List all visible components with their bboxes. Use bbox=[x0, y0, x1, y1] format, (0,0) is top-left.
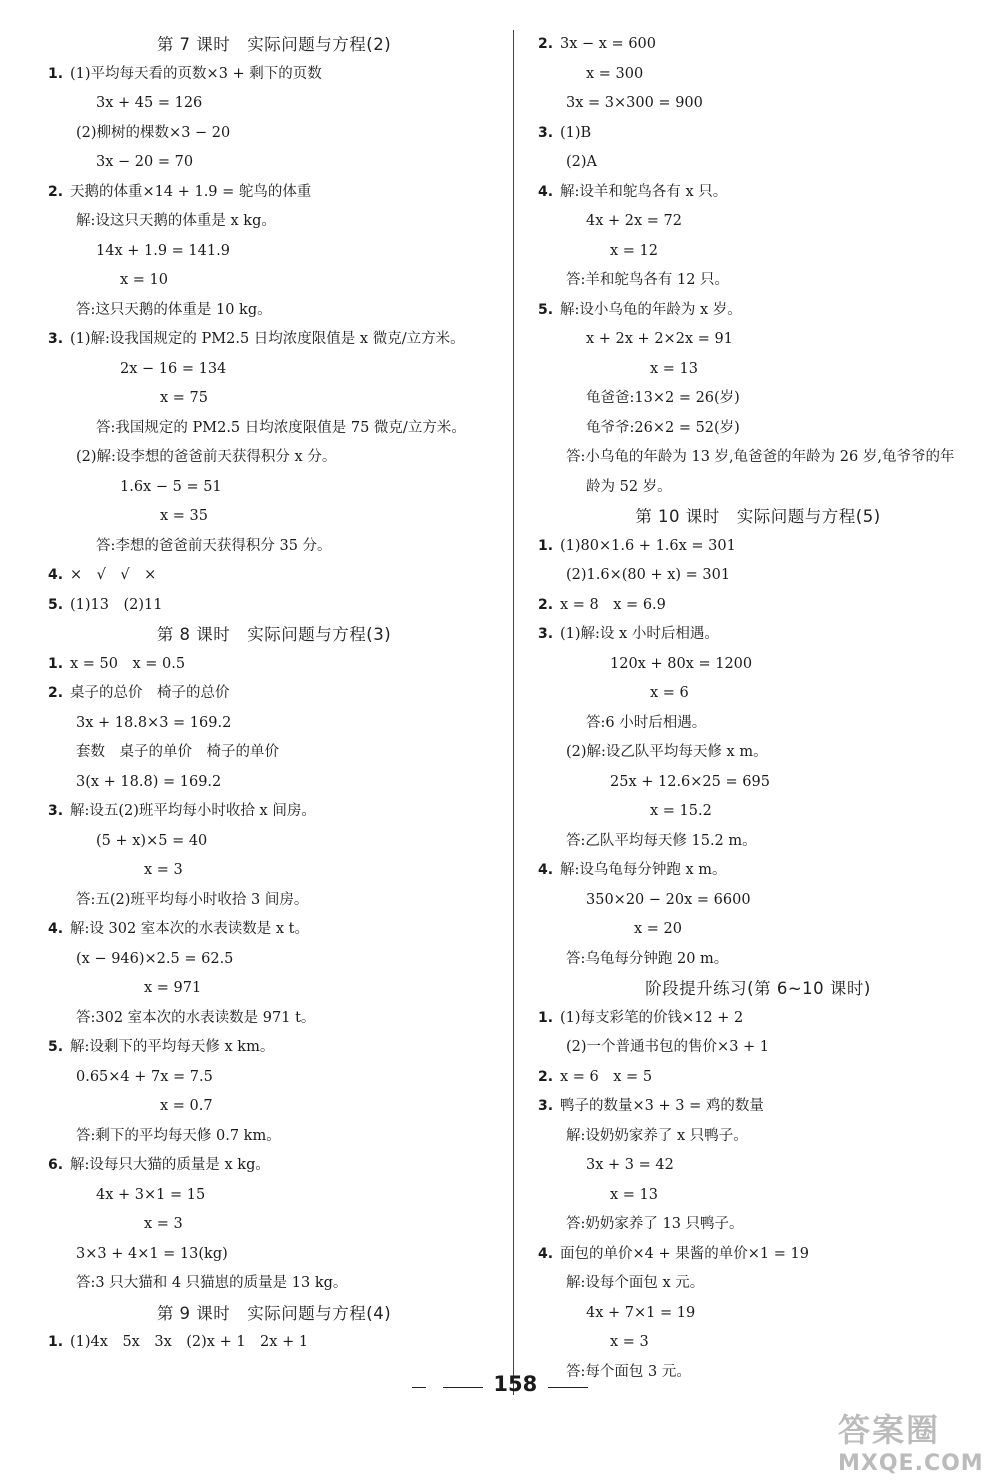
answer-line: 4x + 3×1 = 15 bbox=[96, 1186, 206, 1203]
answer-line: 答:奶奶家养了 13 只鸭子。 bbox=[566, 1216, 744, 1232]
answer-line: 3x − 20 = 70 bbox=[96, 154, 194, 170]
question-text: (1)4x 5x 3x (2)x + 1 2x + 1 bbox=[70, 1334, 309, 1350]
question-number: 1. bbox=[538, 537, 554, 554]
answer-line: 4x + 2x = 72 bbox=[586, 213, 682, 229]
question-number: 1. bbox=[48, 1334, 64, 1350]
section-heading: 第 7 课时 实际问题与方程(2) bbox=[156, 35, 392, 54]
answer-line: 答:每个面包 3 元。 bbox=[566, 1363, 691, 1380]
question-text: x = 50 x = 0.5 bbox=[70, 655, 186, 672]
answer-line: 4x + 7×1 = 19 bbox=[586, 1304, 696, 1321]
answer-line: 龄为 52 岁。 bbox=[586, 478, 672, 495]
answer-line: 答:6 小时后相遇。 bbox=[586, 714, 707, 731]
question-number: 5. bbox=[538, 301, 554, 318]
answer-line: 答:乙队平均每天修 15.2 m。 bbox=[566, 832, 757, 849]
question-line bbox=[538, 119, 978, 149]
answer-line: x + 2x + 2×2x = 91 bbox=[586, 331, 733, 347]
footer-rule-left bbox=[443, 1387, 483, 1388]
answer-line: 3×3 + 4×1 = 13(kg) bbox=[76, 1245, 228, 1262]
answer-line: 答:302 室本次的水表读数是 971 t。 bbox=[76, 1009, 316, 1026]
right-column bbox=[538, 30, 978, 1387]
answer-line: 350×20 − 20x = 6600 bbox=[586, 891, 751, 908]
answer-line: 3x + 3 = 42 bbox=[586, 1157, 674, 1173]
question-number: 5. bbox=[48, 596, 64, 613]
question-text: 解:设剩下的平均每天修 x km。 bbox=[70, 1039, 275, 1055]
answer-line: x = 3 bbox=[144, 1216, 183, 1232]
answer-line: 龟爸爸:13×2 = 26(岁) bbox=[586, 390, 740, 406]
question-number: 5. bbox=[48, 1039, 64, 1055]
question-line bbox=[48, 325, 500, 355]
question-line bbox=[48, 1033, 500, 1063]
question-number: 2. bbox=[48, 685, 64, 701]
answer-line: x = 3 bbox=[144, 862, 183, 878]
question-line bbox=[48, 797, 500, 827]
question-text: (1)B bbox=[560, 124, 592, 141]
question-text: 面包的单价×4 + 果酱的单价×1 = 19 bbox=[560, 1245, 809, 1262]
question-number: 2. bbox=[48, 183, 64, 200]
question-number: 3. bbox=[538, 626, 554, 642]
question-line bbox=[538, 178, 978, 208]
answer-line: 解:设每个面包 x 元。 bbox=[566, 1275, 705, 1291]
question-number: 4. bbox=[538, 1245, 554, 1262]
answer-line: 答:3 只大猫和 4 只猫崽的质量是 13 kg。 bbox=[76, 1275, 348, 1291]
watermark bbox=[838, 1405, 984, 1476]
question-line bbox=[538, 1240, 978, 1270]
question-line bbox=[48, 1328, 500, 1358]
answer-line: 14x + 1.9 = 141.9 bbox=[96, 242, 230, 259]
question-line bbox=[48, 650, 500, 680]
question-number: 3. bbox=[538, 1098, 554, 1114]
question-line bbox=[48, 178, 500, 208]
question-line bbox=[538, 532, 978, 562]
answer-line: x = 12 bbox=[610, 242, 658, 259]
page-number: 158 bbox=[493, 1372, 538, 1396]
question-text: 解:设五(2)班平均每小时收拾 x 间房。 bbox=[70, 803, 316, 819]
answer-line: (2)A bbox=[566, 154, 598, 170]
question-text: x = 6 x = 5 bbox=[560, 1068, 653, 1085]
question-text: 解:设羊和鸵鸟各有 x 只。 bbox=[560, 183, 728, 200]
question-text: 3x − x = 600 bbox=[560, 36, 656, 52]
question-line bbox=[538, 591, 978, 621]
answer-line: 龟爷爷:26×2 = 52(岁) bbox=[586, 419, 740, 436]
question-text: (1)13 (2)11 bbox=[70, 596, 163, 613]
question-text: × √ √ × bbox=[70, 567, 157, 583]
answer-line: x = 15.2 bbox=[650, 803, 712, 819]
answer-line: 25x + 12.6×25 = 695 bbox=[610, 773, 770, 790]
question-number: 4. bbox=[538, 862, 554, 878]
watermark-url: MXQE.COM bbox=[838, 1451, 984, 1476]
answer-line: 3x + 18.8×3 = 169.2 bbox=[76, 714, 232, 731]
column-divider bbox=[513, 30, 514, 1395]
answer-line: x = 20 bbox=[634, 921, 682, 937]
question-number: 1. bbox=[48, 65, 64, 82]
answer-line: (x − 946)×2.5 = 62.5 bbox=[76, 950, 234, 967]
question-line bbox=[538, 30, 978, 60]
question-text: (1)平均每天看的页数×3 + 剩下的页数 bbox=[70, 65, 322, 82]
question-number: 1. bbox=[538, 1009, 554, 1026]
question-line bbox=[48, 915, 500, 945]
answer-line: 答:我国规定的 PM2.5 日均浓度限值是 75 微克/立方米。 bbox=[96, 419, 466, 436]
answer-line: x = 75 bbox=[160, 390, 208, 406]
question-text: 鸭子的数量×3 + 3 = 鸡的数量 bbox=[560, 1098, 764, 1114]
question-text: (1)解:设 x 小时后相遇。 bbox=[560, 626, 719, 642]
answer-line: x = 0.7 bbox=[160, 1098, 213, 1114]
question-number: 6. bbox=[48, 1157, 64, 1173]
section-heading: 第 9 课时 实际问题与方程(4) bbox=[156, 1303, 392, 1323]
answer-line: 3x + 45 = 126 bbox=[96, 95, 203, 111]
question-number: 4. bbox=[48, 921, 64, 937]
answer-line: x = 300 bbox=[586, 65, 644, 82]
answer-line: (5 + x)×5 = 40 bbox=[96, 832, 208, 849]
answer-line: 0.65×4 + 7x = 7.5 bbox=[76, 1068, 213, 1085]
question-line bbox=[538, 1004, 978, 1034]
question-line bbox=[48, 679, 500, 709]
answer-line: 答:羊和鸵鸟各有 12 只。 bbox=[566, 272, 730, 288]
answer-line: (2)解:设乙队平均每天修 x m。 bbox=[566, 744, 768, 760]
answer-line: 解:设奶奶家养了 x 只鸭子。 bbox=[566, 1127, 748, 1144]
watermark-seal: 答案圈 bbox=[838, 1411, 941, 1449]
page-footer bbox=[400, 1372, 600, 1396]
answer-line: 答:小乌龟的年龄为 13 岁,龟爸爸的年龄为 26 岁,龟爷爷的年 bbox=[566, 449, 955, 465]
answer-line: 套数 桌子的单价 椅子的单价 bbox=[76, 744, 279, 760]
answer-line: 3(x + 18.8) = 169.2 bbox=[76, 773, 222, 790]
question-line bbox=[538, 1092, 978, 1122]
answer-line: 2x − 16 = 134 bbox=[120, 360, 227, 377]
question-text: 解:设每只大猫的质量是 x kg。 bbox=[70, 1157, 270, 1173]
question-text: 解:设 302 室本次的水表读数是 x t。 bbox=[70, 921, 310, 937]
question-text: 解:设乌龟每分钟跑 x m。 bbox=[560, 862, 727, 878]
question-text: (1)每支彩笔的价钱×12 + 2 bbox=[560, 1009, 744, 1026]
answer-line: x = 13 bbox=[650, 360, 698, 377]
answer-line: x = 35 bbox=[160, 508, 208, 524]
question-number: 1. bbox=[48, 655, 64, 672]
footer-rule-short bbox=[412, 1387, 426, 1388]
question-text: 桌子的总价 椅子的总价 bbox=[70, 685, 230, 701]
answer-line: 120x + 80x = 1200 bbox=[610, 655, 753, 672]
footer-rule-right bbox=[548, 1387, 588, 1388]
answer-line: (2)柳树的棵数×3 − 20 bbox=[76, 124, 231, 141]
question-line bbox=[48, 60, 500, 90]
answer-line: (2)解:设李想的爸爸前天获得积分 x 分。 bbox=[76, 449, 337, 465]
question-line bbox=[48, 1151, 500, 1181]
question-number: 2. bbox=[538, 36, 554, 52]
question-number: 3. bbox=[538, 124, 554, 141]
answer-line: 答:李想的爸爸前天获得积分 35 分。 bbox=[96, 537, 332, 554]
answer-line: 答:乌龟每分钟跑 20 m。 bbox=[566, 950, 729, 967]
answer-line: x = 10 bbox=[120, 272, 168, 288]
answer-line: x = 3 bbox=[610, 1334, 649, 1350]
left-column bbox=[48, 30, 500, 1358]
question-number: 2. bbox=[538, 1068, 554, 1085]
question-text: (1)80×1.6 + 1.6x = 301 bbox=[560, 537, 736, 554]
answer-line: (2)一个普通书包的售价×3 + 1 bbox=[566, 1039, 770, 1055]
question-text: x = 8 x = 6.9 bbox=[560, 596, 666, 613]
section-heading: 第 10 课时 实际问题与方程(5) bbox=[635, 507, 881, 526]
question-line bbox=[48, 561, 500, 591]
answer-line: 3x = 3×300 = 900 bbox=[566, 95, 703, 111]
question-number: 3. bbox=[48, 803, 64, 819]
section-heading: 第 8 课时 实际问题与方程(3) bbox=[156, 625, 392, 644]
question-line bbox=[538, 856, 978, 886]
question-line bbox=[538, 296, 978, 326]
question-line bbox=[538, 620, 978, 650]
answer-line: x = 971 bbox=[144, 980, 202, 996]
answer-line: 1.6x − 5 = 51 bbox=[120, 478, 222, 495]
answer-line: x = 13 bbox=[610, 1186, 658, 1203]
question-text: (1)解:设我国规定的 PM2.5 日均浓度限值是 x 微克/立方米。 bbox=[70, 331, 465, 347]
answer-line: 答:这只天鹅的体重是 10 kg。 bbox=[76, 301, 272, 318]
question-line bbox=[48, 591, 500, 621]
answer-line: (2)1.6×(80 + x) = 301 bbox=[566, 567, 731, 583]
question-number: 3. bbox=[48, 331, 64, 347]
question-number: 2. bbox=[538, 596, 554, 613]
question-number: 4. bbox=[538, 183, 554, 200]
question-text: 解:设小乌龟的年龄为 x 岁。 bbox=[560, 301, 742, 318]
question-number: 4. bbox=[48, 567, 64, 583]
answer-line: 解:设这只天鹅的体重是 x kg。 bbox=[76, 213, 276, 229]
answer-line: 答:剩下的平均每天修 0.7 km。 bbox=[76, 1127, 281, 1144]
answer-line: 答:五(2)班平均每小时收拾 3 间房。 bbox=[76, 891, 309, 908]
answer-line: x = 6 bbox=[650, 685, 689, 701]
question-text: 天鹅的体重×14 + 1.9 = 鸵鸟的体重 bbox=[70, 183, 312, 200]
section-heading: 阶段提升练习(第 6~10 课时) bbox=[645, 979, 871, 998]
question-line bbox=[538, 1063, 978, 1093]
